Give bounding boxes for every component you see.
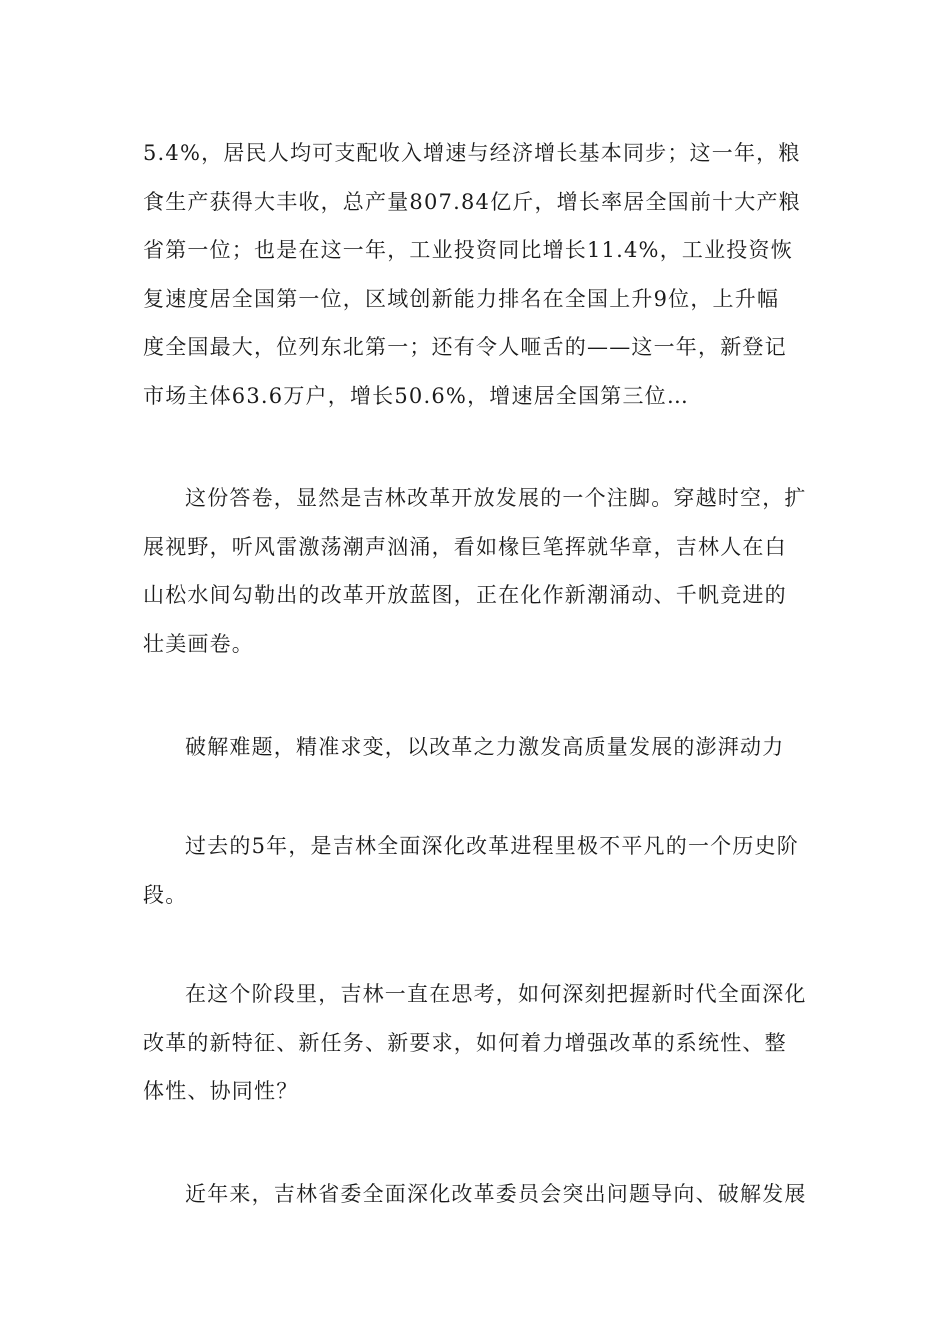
text-line: 展视野，听风雷激荡潮声汹涌，看如椽巨笔挥就华章，吉林人在白: [143, 534, 787, 559]
text-line: 5.4%，居民人均可支配收入增速与经济增长基本同步；这一年，粮: [143, 141, 801, 165]
paragraph-economic-results: [143, 129, 813, 420]
text-line: 体性、协同性？: [143, 1079, 299, 1103]
text-line: 段。: [143, 882, 188, 907]
paragraph-thinking: [143, 970, 813, 1116]
text-line: 过去的5年，是吉林全面深化改革进程里极不平凡的一个历史阶: [185, 834, 799, 858]
heading-line: 破解难题，精准求变，以改革之力激发高质量发展的澎湃动力: [185, 735, 785, 759]
text-line: 省第一位；也是在这一年，工业投资同比增长11.4%，工业投资恢: [143, 238, 793, 262]
text-line: 食生产获得大丰收，总产量807.84亿斤，增长率居全国前十大产粮: [143, 189, 801, 214]
text-line: 壮美画卷。: [143, 631, 254, 656]
paragraph-answer-sheet: [143, 474, 813, 668]
text-line: 市场主体63.6万户，增长50.6%，增速居全国第三位…: [143, 383, 690, 408]
text-line: 度全国最大，位列东北第一；还有令人咂舌的——这一年，新登记: [143, 335, 787, 359]
paragraph-past-five-years: [143, 822, 813, 919]
text-line: 在这个阶段里，吉林一直在思考，如何深刻把握新时代全面深化: [185, 982, 807, 1006]
text-line: 复速度居全国第一位，区域创新能力排名在全国上升9位，上升幅: [143, 286, 780, 311]
section-heading: [143, 723, 813, 772]
text-line: 这份答卷，显然是吉林改革开放发展的一个注脚。穿越时空，扩: [185, 486, 807, 510]
text-line: 近年来，吉林省委全面深化改革委员会突出问题导向、破解发展: [185, 1182, 807, 1206]
paragraph-recent-years: [143, 1170, 813, 1219]
text-line: 山松水间勾勒出的改革开放蓝图，正在化作新潮涌动、千帆竞进的: [143, 583, 787, 607]
text-line: 改革的新特征、新任务、新要求，如何着力增强改革的系统性、整: [143, 1030, 787, 1055]
